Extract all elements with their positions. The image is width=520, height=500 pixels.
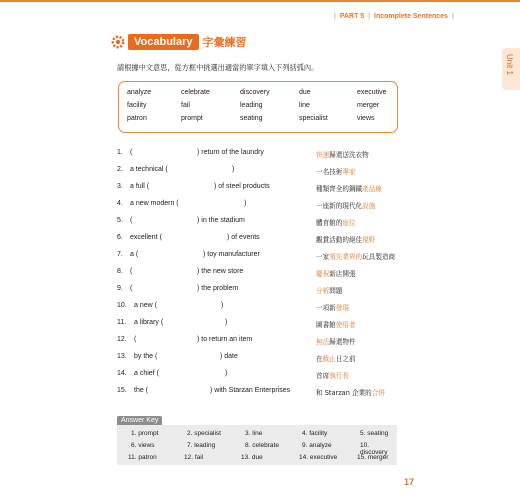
question-row [117,268,407,279]
q-pre: a new modern ( [130,200,179,207]
vocab-heading [110,34,247,50]
q-zh: 種類齊全的鋼鐵產品線 [316,185,382,193]
question-row [117,149,407,160]
q-post: ) to return an item [197,336,253,343]
instructions: 請根據中文意思，從方框中挑選出適當的單字填入下列括弧內。 [117,63,319,72]
q-post: ) [225,370,228,377]
q-pre: ( [130,268,133,275]
q-post: ) of events [227,234,260,241]
header-rule [0,0,520,2]
q-num: 14. [117,370,127,377]
word-box-row [119,89,397,101]
q-post: ) toy manufacturer [203,251,260,258]
q-num: 5. [117,217,123,224]
answer: 4. facility [302,430,328,437]
q-post: ) [244,200,247,207]
answer: 1. prompt [131,430,159,437]
answer: 10. discovery [360,442,388,456]
q-num: 12. [117,336,127,343]
answer: 11. patron [128,454,157,461]
q-post: ) [232,166,235,173]
answer: 2. specialist [187,430,221,437]
vocab-title-zh: 字彙練習 [202,36,247,49]
question-row [117,234,407,245]
q-zh: 體育館的座位 [316,219,356,227]
answer: 14. executive [299,454,338,461]
q-zh: 分析問題 [316,287,343,295]
q-pre: a library ( [134,319,164,326]
word: leading [240,102,263,109]
question-row [117,319,407,330]
q-zh: 一座新的現代化設施 [316,202,376,210]
question-row [117,353,407,364]
q-zh: 無法歸還物件 [316,338,356,346]
vocab-title-en: Vocabulary [128,34,199,50]
q-zh: 一項新發現 [316,304,349,312]
q-post: ) return of the laundry [197,149,264,156]
q-pre: excellent ( [130,234,162,241]
q-pre: ( [130,149,133,156]
word: seating [240,115,263,122]
question-row [117,166,407,177]
q-post: ) [225,319,228,326]
answer: 9. analyze [302,442,332,449]
q-num: 10. [117,302,127,309]
q-post: ) date [220,353,238,360]
word: prompt [181,115,203,122]
question-row [117,336,407,347]
answer: 8. celebrate [245,442,279,449]
word: analyze [127,89,152,96]
word-box-row [119,102,397,114]
q-pre: a new ( [134,302,157,309]
answer-key-box [117,425,397,465]
question-row [117,183,407,194]
q-num: 8. [117,268,123,275]
question-row [117,387,407,398]
q-zh: 一家領先業界的玩具製造商 [316,253,396,261]
header-part: PART 5 [339,13,365,20]
word-box-row [119,115,397,127]
q-post: ) the problem [197,285,239,292]
q-num: 7. [117,251,123,258]
gear-icon [110,34,126,50]
answer-key-label: Answer Key [117,416,162,425]
q-zh: 一名技術專家 [316,168,356,176]
q-pre: the ( [134,387,149,394]
q-post: ) the new store [197,268,244,275]
q-zh: 快速歸還送洗衣物 [316,151,369,159]
unit-side-tab [502,48,520,90]
q-pre: ( [130,217,133,224]
answer: 12. fail [184,454,204,461]
q-zh: 和 Starzan 企業的合併 [316,389,385,397]
word: merger [357,102,380,109]
q-zh: 首席執行長 [316,372,349,380]
question-row [117,217,407,228]
question-row [117,285,407,296]
word: due [299,89,311,96]
word: patron [127,115,147,122]
answer: 6. views [131,442,155,449]
unit-label: Unit 1 [505,54,514,75]
q-pre: a ( [130,251,139,258]
question-row [117,251,407,262]
answer: 5. seating [360,430,389,437]
q-pre: ( [134,336,137,343]
q-post: ) of steel products [214,183,270,190]
answer: 15. merger [357,454,389,461]
q-num: 4. [117,200,123,207]
q-post: ) in the stadium [197,217,245,224]
question-row [117,370,407,381]
word: celebrate [181,89,210,96]
q-num: 6. [117,234,123,241]
answer: 13. due [241,454,263,461]
header-breadcrumb: | PART 5 | Incomplete Sentences | [334,13,454,20]
question-row [117,302,407,313]
q-num: 3. [117,183,123,190]
q-pre: ( [130,285,133,292]
q-zh: 在截止日之前 [316,355,356,363]
word: fail [181,102,190,109]
word: specialist [299,115,328,122]
q-num: 11. [117,319,127,326]
word: discovery [240,89,270,96]
q-pre: by the ( [134,353,158,360]
word-box [118,81,398,133]
header-section: Incomplete Sentences [374,13,448,20]
question-row [117,200,407,211]
word: line [299,102,310,109]
q-num: 2. [117,166,123,173]
q-zh: 觀賞活動的絕佳視野 [316,236,376,244]
word: executive [357,89,387,96]
q-pre: a full ( [130,183,150,190]
word: views [357,115,375,122]
page-number: 17 [404,477,415,487]
q-num: 13. [117,353,127,360]
q-zh: 圖書館使用者 [316,321,356,329]
q-num: 15. [117,387,127,394]
answer: 3. line [245,430,263,437]
q-pre: a technical ( [130,166,168,173]
q-post: ) with Starzan Enterprises [210,387,291,394]
answer: 7. leading [187,442,216,449]
q-num: 9. [117,285,123,292]
q-zh: 慶祝新店開張 [316,270,356,278]
q-post: ) [221,302,224,309]
q-pre: a chief ( [134,370,159,377]
q-num: 1. [117,149,123,156]
word: facility [127,102,147,109]
